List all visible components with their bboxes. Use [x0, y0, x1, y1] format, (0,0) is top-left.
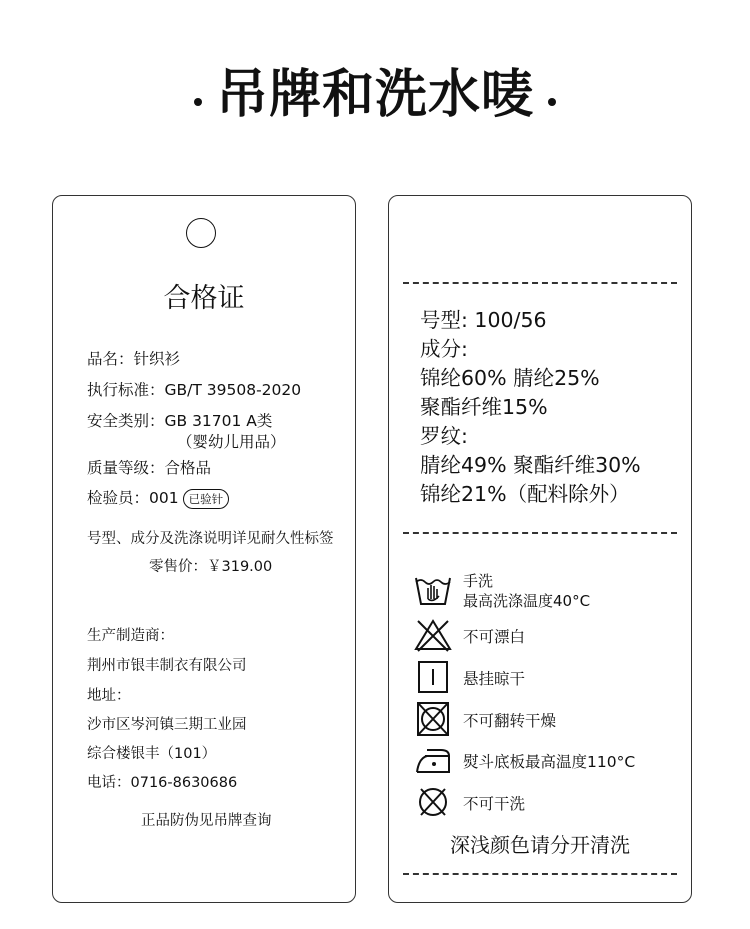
- rib-1: 腈纶49% 聚酯纤维30%: [420, 453, 641, 477]
- composition-2: 聚酯纤维15%: [420, 395, 548, 419]
- line-dry-icon: [413, 659, 453, 695]
- divider-top: [403, 282, 677, 284]
- no-bleach-icon: [413, 617, 453, 653]
- hangtag-title: 合格证: [163, 283, 245, 314]
- divider-bottom: [403, 873, 677, 875]
- address-line1: 沙市区岑河镇三期工业园: [87, 717, 247, 733]
- address-label: 地址：: [87, 688, 131, 704]
- title-dot-left: [194, 98, 202, 106]
- safety-note: （婴幼儿用品）: [177, 433, 286, 451]
- phone: 电话：0716-8630686: [87, 775, 238, 791]
- care-item-no-bleach: [413, 617, 673, 653]
- address-line2: 综合楼银丰（101）: [87, 746, 217, 762]
- wash-label-card: [388, 195, 692, 903]
- care-label-wash-temp: 最高洗涤温度40°C: [463, 592, 591, 610]
- iron-icon: [413, 742, 453, 778]
- care-item-hand-wash: [413, 572, 673, 608]
- page-title-text: 吊牌和洗水唛: [215, 65, 534, 125]
- detail-note: 号型、成分及洗涤说明详见耐久性标签: [87, 531, 334, 547]
- care-label-iron: 熨斗底板最高温度110°C: [463, 753, 636, 771]
- manufacturer: 荆州市银丰制衣有限公司: [87, 658, 247, 674]
- inspector: 检验员：001: [87, 489, 179, 507]
- rib-label: 罗纹:: [420, 424, 468, 448]
- needle-checked-stamp: 已验针: [183, 489, 230, 509]
- tag-hole-icon: [186, 218, 216, 248]
- care-item-no-tumble-dry: [413, 701, 673, 737]
- safety-category: 安全类别：GB 31701 A类: [87, 412, 273, 430]
- retail-price: 零售价：￥319.00: [149, 559, 273, 575]
- no-dry-clean-icon: [413, 784, 453, 820]
- manufacturer-label: 生产制造商：: [87, 628, 174, 644]
- care-label-no-tumble-dry: 不可翻转干燥: [463, 712, 557, 730]
- no-tumble-dry-icon: [413, 701, 453, 737]
- rib-2: 锦纶21%（配料除外）: [420, 482, 630, 506]
- divider-middle: [403, 532, 677, 534]
- quality-grade: 质量等级：合格品: [87, 459, 212, 477]
- care-item-line-dry: [413, 659, 673, 695]
- composition-label: 成分:: [420, 337, 468, 361]
- page-title: [0, 52, 750, 127]
- standard: 执行标准：GB/T 39508-2020: [87, 381, 302, 399]
- size: 号型: 100/56: [420, 308, 547, 332]
- care-item-no-dry-clean: [413, 784, 673, 820]
- care-label-no-bleach: 不可漂白: [463, 628, 526, 646]
- care-label-no-dry-clean: 不可干洗: [463, 795, 526, 813]
- hangtag-card: [52, 195, 356, 903]
- care-label-line-dry: 悬挂晾干: [463, 670, 526, 688]
- wash-footer: 深浅颜色请分开清洗: [450, 833, 630, 857]
- product-name: 品名：针织衫: [87, 350, 181, 368]
- care-label-hand-wash: 手洗: [463, 572, 494, 590]
- care-item-iron: [413, 742, 693, 778]
- hand-wash-icon: [413, 572, 453, 608]
- composition-1: 锦纶60% 腈纶25%: [420, 366, 600, 390]
- authenticity-note: 正品防伪见吊牌查询: [141, 813, 272, 829]
- title-dot-right: [548, 98, 556, 106]
- inspector-row: [87, 486, 229, 509]
